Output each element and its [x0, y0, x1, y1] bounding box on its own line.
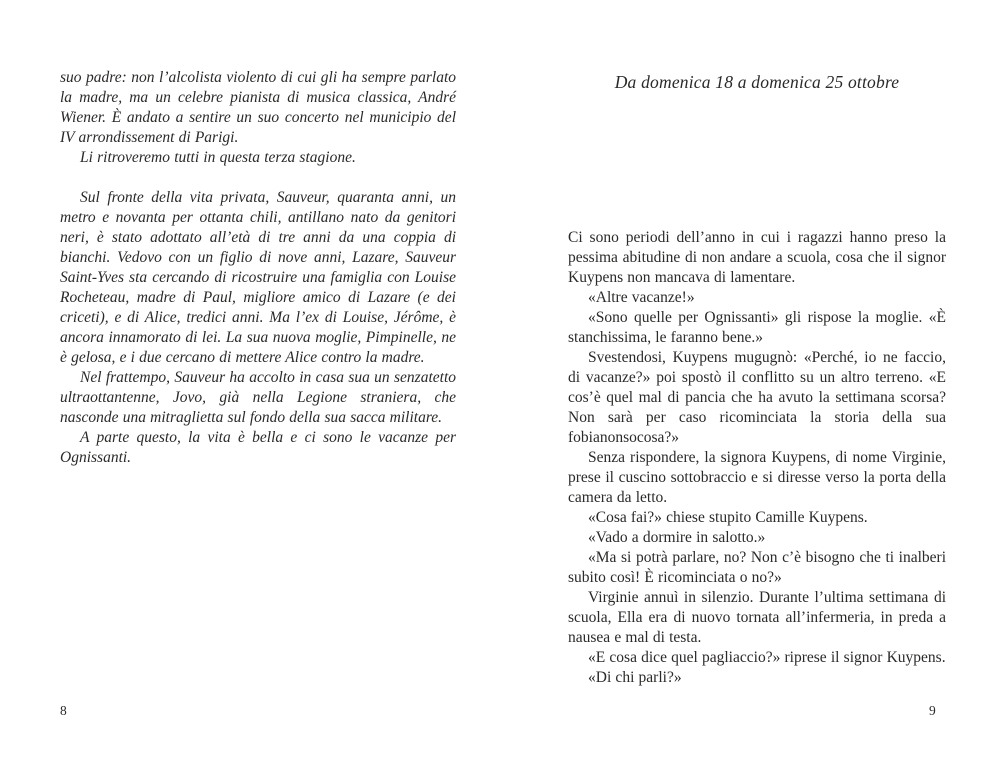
chapter-date-heading: Da domenica 18 a domenica 25 ottobre: [614, 72, 900, 92]
paragraph: «Di chi parli?»: [588, 669, 682, 686]
paragraph: «Vado a dormire in salotto.»: [588, 529, 766, 546]
paragraph: Nel frattempo, Sauveur ha accolto in casa sua un senzatetto ultraottantenne, Jovo, già nella Legione straniera, che nasconde una mitraglietta sul fondo della sua sacca militare.: [60, 369, 456, 426]
left-page-number: 8: [60, 703, 67, 718]
paragraph: Virginie annuì in silenzio. Durante l’ultima settimana di scuola, Ella era di nuovo tornata all’infermeria, in preda a nausea e mal di testa.: [568, 589, 946, 646]
paragraph: Sul fronte della vita privata, Sauveur, quaranta anni, un metro e novanta per ottanta chili, antillano nato da genitori neri, è stato adottato all’età di tre anni da una coppia di bianchi. Vedovo con un figlio di nove anni, Lazare, Sauveur Saint-Yves sta cercando di ricostruire una famiglia con Louise Rocheteau, madre di Paul, migliore amico di Lazare (e dei criceti), e di Alice, tredici anni. Ma l’ex di Louise, Jérôme, è ancora innamorato di lei. La sua nuova moglie, Pimpinelle, ne è gelosa, e i due cercano di mettere Alice contro la madre.: [60, 189, 456, 366]
paragraph: A parte questo, la vita è bella e ci sono le vacanze per Ognissanti.: [60, 429, 456, 466]
paragraph: «Sono quelle per Ognissanti» gli rispose la moglie. «È stanchissima, le faranno bene.»: [568, 309, 946, 346]
right-page-number: 9: [929, 703, 936, 718]
paragraph: «E cosa dice quel pagliaccio?» riprese il signor Kuypens.: [588, 649, 946, 666]
paragraph: Li ritroveremo tutti in questa terza stagione.: [80, 149, 356, 166]
right-page: [500, 0, 1000, 769]
paragraph: suo padre: non l’alcolista violento di cui gli ha sempre parlato la madre, ma un celebre pianista di musica classica, André Wiener. È andato a sentire un suo concerto nel municipio del IV arrondissement di Parigi.: [60, 69, 456, 146]
paragraph: «Altre vacanze!»: [588, 289, 695, 306]
paragraph: Svestendosi, Kuypens mugugnò: «Perché, io ne faccio, di vacanze?» poi spostò il conflitto su un altro terreno. «E cos’è quel mal di pancia che ha avuto la settimana scorsa? Non sarà per caso ricominciata la storia della sua fobianonsocosa?»: [568, 349, 946, 446]
left-page-text-block: [60, 68, 456, 468]
paragraph: Senza rispondere, la signora Kuypens, di nome Virginie, prese il cuscino sottobraccio e si diresse verso la porta della camera da letto.: [568, 449, 946, 506]
paragraph: «Ma si potrà parlare, no? Non c’è bisogno che ti inalberi subito così! È ricominciata o no?»: [568, 549, 946, 586]
paragraph: Ci sono periodi dell’anno in cui i ragazzi hanno preso la pessima abitudine di non andare a scuola, cosa che il signor Kuypens non mancava di lamentare.: [568, 229, 946, 286]
right-page-text-block: [568, 228, 946, 688]
paragraph: «Cosa fai?» chiese stupito Camille Kuypens.: [588, 509, 868, 526]
